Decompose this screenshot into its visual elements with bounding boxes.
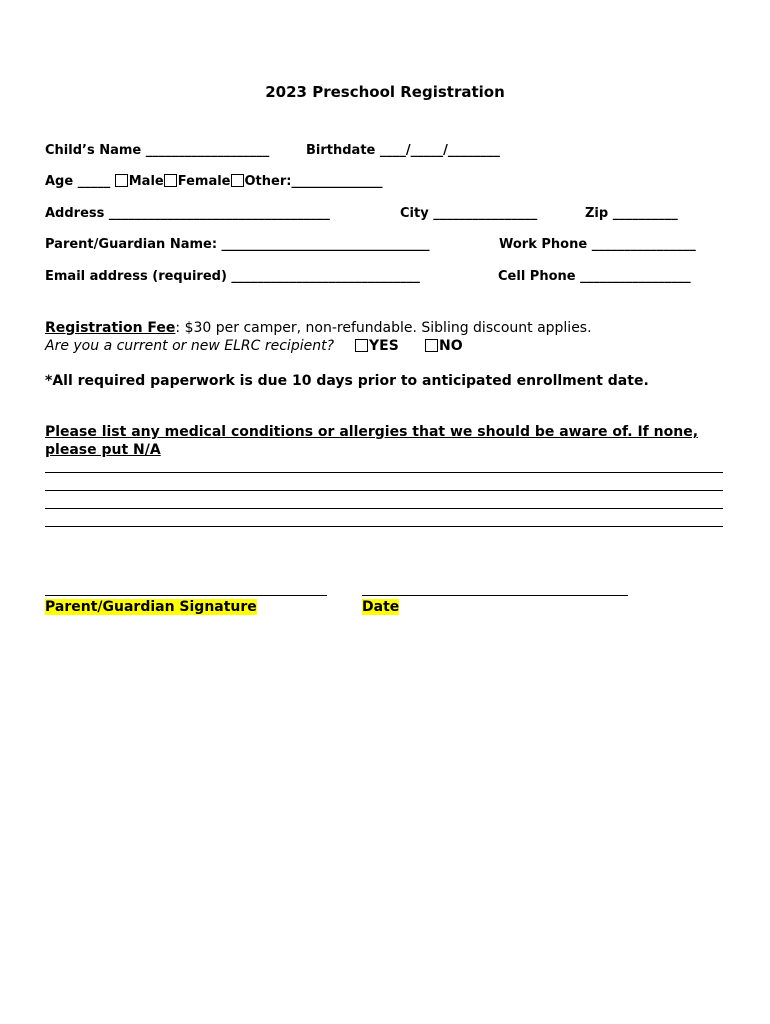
work-phone-field[interactable]: Work Phone ________________ bbox=[499, 237, 696, 252]
female-checkbox[interactable] bbox=[164, 174, 177, 187]
date-line[interactable] bbox=[362, 595, 628, 596]
male-checkbox[interactable] bbox=[115, 174, 128, 187]
age-field[interactable]: Age _____ bbox=[45, 174, 111, 189]
medical-prompt-line1: Please list any medical conditions or allergies that we should be aware of. If none, bbox=[45, 424, 699, 440]
female-label: Female bbox=[177, 174, 231, 189]
parent-name-field[interactable]: Parent/Guardian Name: ________________________________ bbox=[45, 237, 430, 252]
gender-row bbox=[45, 174, 382, 189]
page-title: 2023 Preschool Registration bbox=[265, 83, 505, 101]
address-field[interactable]: Address __________________________________ bbox=[45, 206, 330, 221]
registration-fee-line bbox=[45, 320, 592, 336]
city-field[interactable]: City ________________ bbox=[400, 206, 538, 221]
date-label-wrap bbox=[362, 596, 399, 615]
medical-answer-line[interactable] bbox=[45, 508, 723, 509]
no-option bbox=[425, 338, 463, 354]
signature-label-wrap bbox=[45, 596, 257, 615]
medical-answer-line[interactable] bbox=[45, 472, 723, 473]
yes-checkbox[interactable] bbox=[355, 339, 368, 352]
elrc-question-line bbox=[45, 338, 334, 354]
medical-answer-line[interactable] bbox=[45, 490, 723, 491]
date-label: Date bbox=[362, 599, 400, 615]
child-name-field[interactable]: Child’s Name ___________________ bbox=[45, 143, 270, 158]
no-checkbox[interactable] bbox=[425, 339, 438, 352]
parent-signature-label: Parent/Guardian Signature bbox=[45, 599, 257, 615]
male-label: Male bbox=[128, 174, 164, 189]
elrc-question: Are you a current or new ELRC recipient? bbox=[45, 338, 335, 354]
other-field[interactable]: ______________ bbox=[291, 174, 383, 189]
registration-fee-text: $30 per camper, non-refundable. Sibling discount applies. bbox=[180, 320, 592, 336]
medical-answer-line[interactable] bbox=[45, 526, 723, 527]
paperwork-note: *All required paperwork is due 10 days prior to anticipated enrollment date. bbox=[45, 373, 649, 389]
email-field[interactable]: Email address (required) _____________________________ bbox=[45, 269, 420, 284]
medical-prompt-line2: please put N/A bbox=[45, 442, 161, 458]
zip-field[interactable]: Zip __________ bbox=[585, 206, 678, 221]
cell-phone-field[interactable]: Cell Phone _________________ bbox=[498, 269, 691, 284]
fee-colon: : bbox=[175, 320, 181, 336]
other-label: Other: bbox=[244, 174, 292, 189]
registration-fee-label: Registration Fee bbox=[45, 320, 176, 336]
yes-option bbox=[355, 338, 399, 354]
other-checkbox[interactable] bbox=[231, 174, 244, 187]
no-label: NO bbox=[439, 338, 463, 354]
yes-label: YES bbox=[369, 338, 399, 354]
birthdate-field[interactable]: Birthdate ____/_____/________ bbox=[306, 143, 500, 158]
